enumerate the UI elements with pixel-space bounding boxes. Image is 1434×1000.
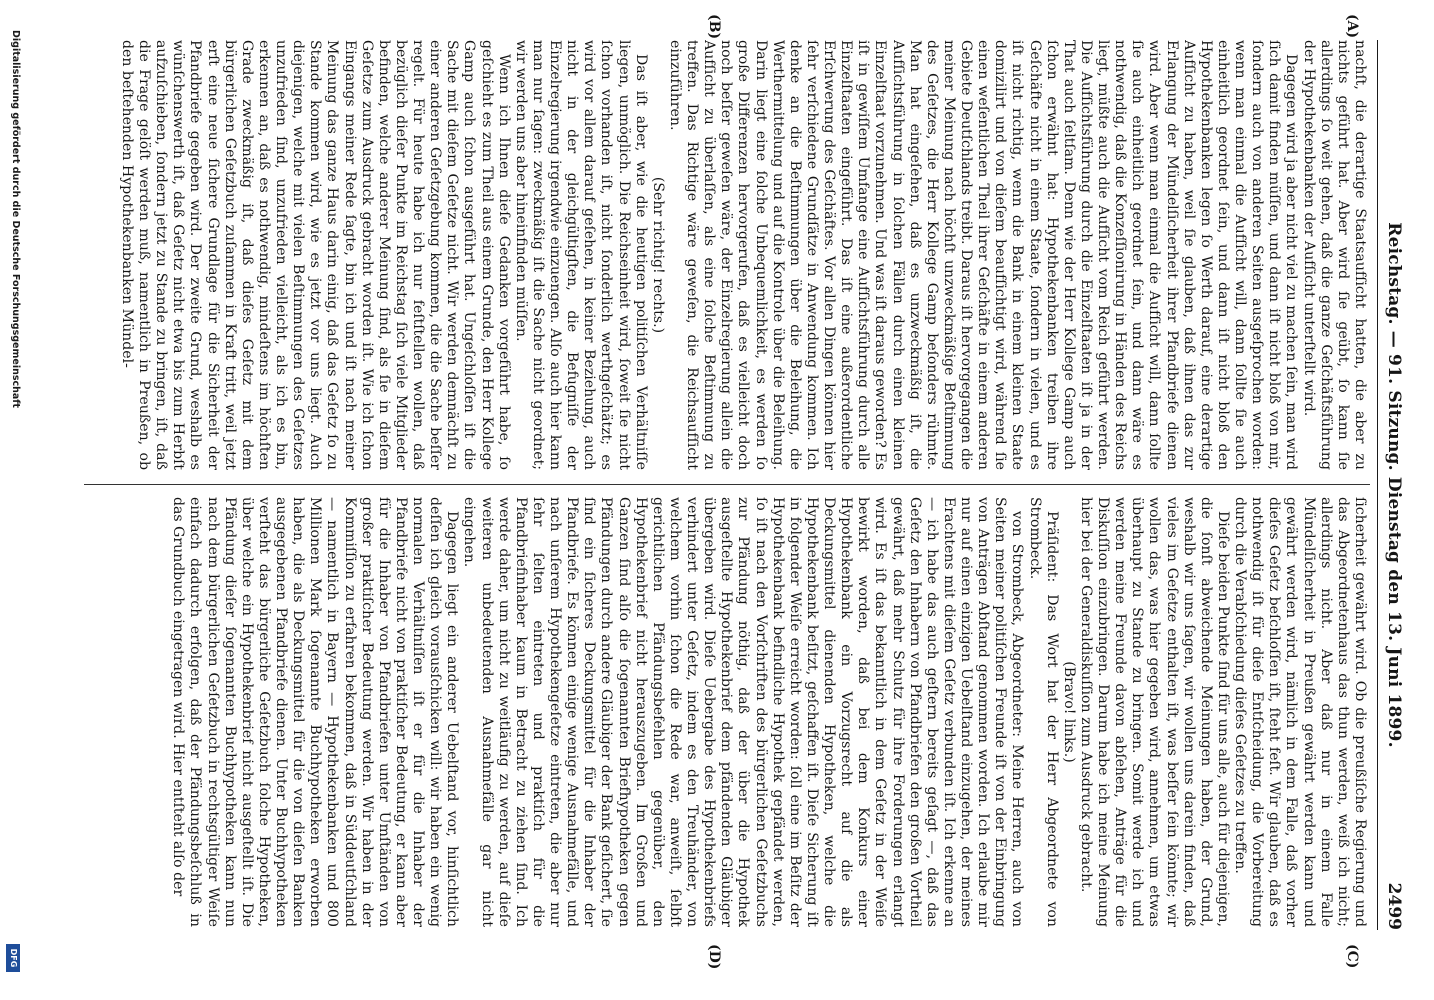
margin-marker-b: (B) <box>706 14 722 40</box>
paragraph: Wenn ich Ihnen dieſe Gedanken vorgeführt habe, ſo geſchieht es zum Theil aus einem Grunde, den Herr Kollege Gamp auch ſchon ausgeführt hat. Ungeſchloſſen iſt die Sache mit dieſem Geſetze nicht. Wir werden demnächſt zu einer anderen Geſetzgebung kommen, die die Sache beſſer regelt. Für heute habe ich nur feſtſtellen wollen, daß bezüglich dieſer Punkte im Reichstag ſich viele Mitglieder befinden, welche anderer Meinung ſind, als ſie in dieſem Geſetze zum Ausdruck gebracht worden iſt. Wie ich ſchon Eingangs meiner Rede ſagte, bin ich und iſt nach meiner Meinung das ganze Haus darin einig, daß das Geſetz ſo zu Stande kommen wird, wie es jetzt vor uns liegt. Auch diejenigen, welche mit vielen Beſtimmungen des Geſetzes unzufrieden ſind, unzufrieden vielleicht, als ich es bin, erkennen an, daß es nothwendig, mindeſtens im höchſten Grade zweckmäßig iſt, daß dieſes Geſetz mit dem bürgerlichen Geſetzbuch zuſammen in Kraft tritt, weil jetzt erſt eine neue ſichere Grundlage für die Sicherheit der Pfandbriefe gegeben wird. Der zweite Grund, weshalb es wünſchenswerth iſt, daß Geſetz nicht etwa bis zum Herbſt aufzuſchieben, ſondern jetzt zu Stande zu bringen, iſt, daß die Frage gelöſt werden muß, namentlich in Preußen, ob den beſtehenden Hypothekenbanken Mündel- <box>119 40 512 470</box>
column-divider <box>84 484 1370 485</box>
paragraph: Das iſt aber, wie die heutigen politiſchen Verhältniſſe liegen, unmöglich. Die Reichseinheit wird, ſoweit ſie nicht ſchon vorhanden iſt, nicht ſonderlich werthgeſchätzt; es wird vor allem darauf geſehen, in keiner Beziehung, auch nicht in der gleichgültigſten, die Befugniſſe der Einzelregierung irgendwie einzuengen. Alſo auch hier kann man nur ſagen: zweckmäßig iſt die Sache nicht geordnet; wir werden uns aber hineinfinden müſſen. <box>512 40 649 470</box>
margin-marker-a: (A) <box>1344 14 1360 39</box>
right-column <box>82 497 1368 927</box>
paragraph: nachſt, die derartige Staatsaufſicht hatten, die aber zu nichts geführt hat. Aber wird ſie geübt, ſo kann ſie allerdings ſo weit gehen, daß die ganze Geſchäftsführung der Hypothekenbanken der Aufſicht unterſtellt wird. <box>1300 40 1368 470</box>
dfg-logo: DFG <box>6 944 20 972</box>
margin-marker-c: (C) <box>1344 944 1360 969</box>
paragraph: Dieſe beiden Punkte ſind für uns alle, auch für diejenigen, die ſonſt abweichende Meinungen haben, der Grund, weshalb wir uns ſagen, wir wollen uns darein finden, daß vieles im Geſetze enthalten iſt, was beſſer ſein könnte; wir wollen das, was hier gegeben wird, annehmen, um etwas überhaupt zu Stande zu bringen. Somit werde ich und werden meine Freunde davon abſehen, Anträge für die Diskuſſion einzubringen. Darum habe ich meine Meinung hier bei der Generaldiskuſſion zum Ausdruck gebracht. <box>1078 497 1231 927</box>
page-header <box>1377 40 1406 930</box>
paragraph: Dagegen wird ja aber nicht viel zu machen ſein, man wird ſich damit finden müſſen, und dann iſt nicht bloß von mir, ſondern auch von anderen Seiten ausgeſprochen worden: wenn man einmal die Aufſicht will, dann ſollte ſie auch einheitlich geordnet ſein, und dann iſt nicht bloß den Hypothekenbanken legen ſo Werth darauf, eine derartige Aufſicht zu haben, weil ſie glauben, daß ihnen das zur Erlangung der Mündelſicherheit ihrer Pfandbriefe dienen wird. Aber wenn man einmal die Aufſicht will, dann ſollte ſie auch einheitlich geordnet ſein, und dann wäre es nothwendig, daß die Konzeſſionirung in Händen des Reichs liegt, müßte auch die Aufſicht vom Reich geführt werden. Die Aufſichtsführung durch die Einzelſtaaten iſt ja in der That auch ſeltſam. Denn wie der Herr Kollege Gamp auch ſchon erwähnt hat: Hypothekenbanken treiben ihre Geſchäfte nicht in einem Staate, ſondern in vielen, und es iſt nicht richtig, wenn die Bank in einem kleinen Staate domizilirt und von dieſem beaufſichtigt wird, während ſie einen weſentlichen Theil ihrer Geſchäfte in einem anderen Gebiete Deutſchlands treibt. Daraus iſt hervorgegangen die meiner Meinung nach höchſt unzweckmäßige Beſtimmung des Geſetzes, die Herr Kollege Gamp beſonders rühmte. Man hat eingeſehen, daß es unzweckmäßig iſt, die Aufſichtsführung in ſolchen Fällen durch einen kleinen Einzelſtaat vorzunehmen. Und was iſt daraus geworden? Es iſt in gewiſſem Umfange eine Aufſichtsführung durch alle Einzelſtaaten eingeführt. Das iſt eine außerordentliche Erſchwerung des Geſchäftes. Vor allen Dingen können hier ſehr verſchiedene Grundſätze in Anwendung kommen. Ich denke an die Beſtimmungen über die Beleihung, die Werthermittelung und auf die Kontrole über die Beleihung. Darin liegt eine ſolche Unbequemlichkeit, es werden ſo große Differenzen hervorgerufen, daß es vielleicht doch noch beſſer geweſen wäre, der Einzelregierung allein die Aufſicht zu überlaſſen, als eine ſolche Beſtimmung zu treffen. Das Richtige wäre geweſen, die Reichsaufſicht einzuführen. <box>667 40 1300 470</box>
interjection: (Bravo! links.) <box>1060 661 1077 763</box>
page-number: 2499 <box>1384 882 1404 930</box>
header-title: Reichstag. — 91. Sitzung. Dienstag den 13. Juni 1899. <box>1384 222 1404 748</box>
digitization-credit: Digitalisierung gefördert durch die Deutsche Forschungsgemeinschaft <box>10 30 21 408</box>
paragraph: ſicherheit gewährt wird. Ob die preußiſche Regierung und das Abgeordnetenhaus das thun werden, weiß ich nicht; allerdings nicht. Aber daß nur in einem Falle Mündelſicherheit in Preußen gewährt werden kann und gewährt werden wird, nämlich in dem Falle, daß vorher dieſes Geſetz beſchloſſen iſt, ſteht feſt. Wir glauben, daß es nothwendig iſt für dieſe Entſcheidung, die Vorbereitung durch die Verabſchiedung dieſes Geſetzes zu treffen. <box>1232 497 1368 927</box>
speaker-paragraph: von Strombeck, Abgeordneter: Meine Herren, auch von Seiten meiner politiſchen Freunde iſt von der Einbringung von Anträgen Abſtand genommen worden. Ich erlaube mir nur auf einen einzigen Uebelſtand einzugehen, der meines Erachtens mit dieſem Geſetz verbunden iſt. Ich erkenne an — ich habe das auch geſtern bereits geſagt —, daß das Geſetz den Inhabern von Pfandbriefen den großen Vortheil gewährt, daß mehr Schutz für ihre Forderungen erlangt wird. Es iſt das bekanntlich in dem Geſetz in der Weiſe bewirkt worden, daß bei dem Konkurs einer Hypothekenbank ein Vorzugsrecht auf die als Deckungsmittel dienenden Hypotheken, welche die Hypothekenbank beſitzt, geſchaffen iſt. Dieſe Sicherung iſt in folgender Weiſe erreicht worden: ſoll eine im Beſitz der Hypothekenbank befindliche Hypothek gepfändet werden, ſo iſt nach den Vorſchriften des bürgerlichen Geſetzbuchs zur Pfändung nöthig, daß der über die Hypothek ausgeſtellte Hypothekenbrief dem pfändenden Gläubiger übergeben wird. Dieſe Uebergabe des Hypothekenbriefs verhindert unter Geſetz, indem es den Treuhänder, von welchem vorhin ſchon die Rede war, anweiſt, ſelbſt gerichtlichen Pfändungsbefehlen gegenüber, den Hypothekenbrief nicht herauszugeben. Im Großen und Ganzen ſind alſo die ſogenannten Briefhypotheken gegen Pfändungen durch andere Gläubiger der Bank geſichert, ſie ſind ein ſicheres Deckungsmittel für die Inhaber der Pfandbriefe. Es können einige wenige Ausnahmefälle, und nach unſerem Hypothekengeſetze eintreten, die aber nur ſehr ſelten eintreten und praktiſch für die Pfandbriefinhaber kaum in Betracht zu ziehen ſind. Ich werde daher, um nicht zu weitläufig zu werden, auf dieſe weiteren unbedeutenden Ausnahmefälle gar nicht eingehen. <box>461 497 1026 927</box>
speaker-paragraph: Präſident: Das Wort hat der Herr Abgeordnete von Strombeck. <box>1026 497 1060 927</box>
paragraph: Dagegen liegt ein anderer Uebelſtand vor, hinſichtlich deſſen ich gleich vorausſchicken will: wir haben ein wenig normalen Verhältniſſen iſt er für die Inhaber der Pfandbriefe nicht von praktiſcher Bedeutung, er kann aber für die Inhaber von Pfandbriefen unter Umſtänden von großer praktiſcher Bedeutung werden. Wir haben in der Kommiſſion zu erfahren bekommen, daß in Süddeutſchland — namentlich in Bayern — Hypothekenbanken und 800 Millionen Mark ſogenannte Buchhypotheken erworben haben, die als Deckungsmittel für die von dieſen Banken ausgegebenen Pfandbriefe dienen. Unter Buchhypotheken verſteht das bürgerliche Geſetzbuch ſolche Hypotheken, über welche ein Hypothekenbrief nicht ausgeſtellt iſt. Die Pfändung dieſer ſogenannten Buchhypotheken kann nun nach dem bürgerlichen Geſetzbuch in rechtsgültiger Weiſe einfach dadurch erfolgen, daß der Pfändungsbeſchluß in das Grundbuch eingetragen wird. Hier entſteht alſo der <box>170 497 461 927</box>
margin-marker-d: (D) <box>706 944 722 970</box>
interjection: (Sehr richtig! rechts.) <box>649 176 666 334</box>
left-column <box>82 40 1368 470</box>
